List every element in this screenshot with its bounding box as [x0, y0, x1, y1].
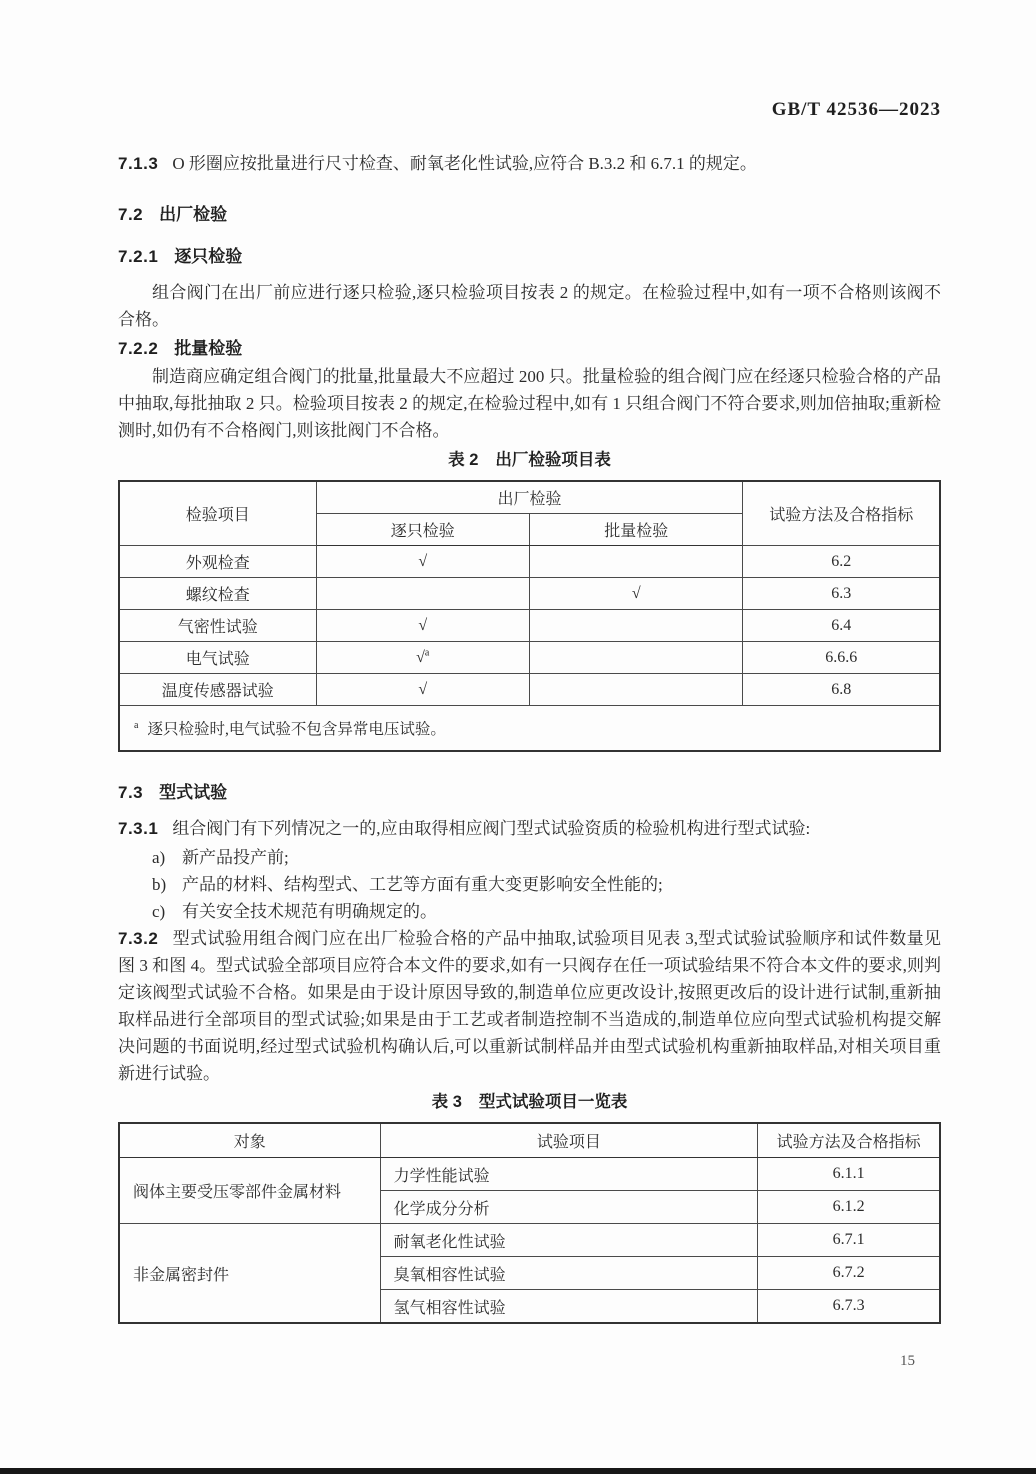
clause-7-3-1-list [118, 844, 941, 925]
clause-text: O 形圈应按批量进行尺寸检查、耐氧老化性试验,应符合 B.3.2 和 6.7.1 的规定。 [172, 154, 757, 173]
item-cell: 螺纹检查 [119, 578, 316, 610]
clause-number: 7.2.1 [118, 247, 159, 266]
method-cell: 6.7.1 [758, 1224, 940, 1257]
each-check-cell [316, 546, 529, 578]
paragraph-7-2-1: 组合阀门在出厂前应进行逐只检验,逐只检验项目按表 2 的规定。在检验过程中,如有一项不合格则该阀不合格。 [118, 283, 941, 329]
table3-caption-label: 表 3 [431, 1093, 462, 1111]
each-check-cell [316, 674, 529, 706]
table-factory-inspection [118, 480, 941, 752]
standard-number-header: GB/T 42536—2023 [771, 99, 941, 120]
clause-number: 7.1.3 [118, 154, 159, 173]
table2-col-each: 逐只检验 [316, 514, 529, 546]
method-cell: 6.8 [743, 674, 940, 706]
clause-number: 7.2.2 [118, 339, 159, 358]
clause-number: 7.2 [118, 205, 144, 224]
table-row [119, 674, 940, 706]
table-row [119, 642, 940, 674]
list-text: 有关安全技术规范有明确规定的。 [182, 902, 437, 921]
clause-7-3-1 [118, 815, 941, 842]
table2-col-batch: 批量检验 [529, 514, 742, 546]
heading-7-2-2 [118, 336, 941, 362]
batch-check-cell [529, 642, 742, 674]
footnote-ref: a [424, 647, 430, 659]
item-cell: 臭氧相容性试验 [380, 1257, 758, 1290]
table-row [119, 578, 940, 610]
heading-7-2 [118, 202, 941, 228]
heading-7-2-1 [118, 244, 941, 270]
batch-check-cell [529, 546, 742, 578]
list-text: 新产品投产前; [182, 848, 289, 867]
page-number: 15 [900, 1353, 915, 1369]
table2-col-method: 试验方法及合格指标 [743, 481, 940, 546]
item-cell: 力学性能试验 [380, 1158, 758, 1191]
check-mark: √ [418, 552, 428, 570]
table2-header-row-1 [119, 481, 940, 514]
batch-check-cell [529, 674, 742, 706]
heading-7-3 [118, 780, 941, 806]
table-row [119, 1158, 940, 1191]
list-marker: b) [152, 875, 167, 894]
item-cell: 耐氧老化性试验 [380, 1224, 758, 1257]
object-cell: 阀体主要受压零部件金属材料 [119, 1158, 380, 1224]
footnote-marker: a [134, 719, 139, 731]
each-check-cell [316, 642, 529, 674]
table2-caption [118, 448, 941, 472]
item-cell: 化学成分分析 [380, 1191, 758, 1224]
table-row [119, 610, 940, 642]
list-marker: c) [152, 902, 166, 921]
footnote-text: 逐只检验时,电气试验不包含异常电压试验。 [147, 721, 446, 738]
item-cell: 温度传感器试验 [119, 674, 316, 706]
list-item [118, 844, 941, 871]
item-cell: 气密性试验 [119, 610, 316, 642]
clause-number: 7.3 [118, 783, 144, 802]
table3-header-row [119, 1123, 940, 1158]
clause-text: 组合阀门有下列情况之一的,应由取得相应阀门型式试验资质的检验机构进行型式试验: [172, 819, 811, 838]
check-mark: √ [416, 648, 425, 666]
clause-7-3-2 [118, 925, 941, 1087]
heading-title: 型式试验 [159, 783, 228, 802]
table-row [119, 1224, 940, 1257]
heading-title: 批量检验 [174, 339, 243, 358]
table2-col-item: 检验项目 [119, 481, 316, 546]
method-cell: 6.2 [743, 546, 940, 578]
each-check-cell [316, 610, 529, 642]
check-mark: √ [418, 680, 428, 698]
table3-col-item: 试验项目 [380, 1123, 758, 1158]
item-cell: 电气试验 [119, 642, 316, 674]
list-marker: a) [152, 848, 166, 867]
method-cell: 6.1.1 [758, 1158, 940, 1191]
scan-edge-bottom [0, 1468, 1036, 1474]
item-cell: 氢气相容性试验 [380, 1290, 758, 1324]
object-cell: 非金属密封件 [119, 1224, 380, 1324]
table3-caption [118, 1090, 941, 1114]
table2-caption-title: 出厂检验项目表 [495, 451, 611, 469]
table-row [119, 546, 940, 578]
paragraph-7-2-2: 制造商应确定组合阀门的批量,批量最大不应超过 200 只。批量检验的组合阀门应在经逐只检验合格的产品中抽取,每批抽取 2 只。检验项目按表 2 的规定,在检验过程中,如有 1 只组合阀门不符合要求,则加倍抽取;重新检测时,如仍有不合格阀门,则该批阀门不合格。 [118, 367, 941, 440]
table2-col-factory: 出厂检验 [316, 481, 743, 514]
method-cell: 6.3 [743, 578, 940, 610]
heading-title: 逐只检验 [174, 247, 243, 266]
list-item [118, 871, 941, 898]
table3-col-object: 对象 [119, 1123, 380, 1158]
table2-footnote-row [119, 706, 940, 752]
table3-caption-title: 型式试验项目一览表 [478, 1093, 628, 1111]
list-item [118, 898, 941, 925]
method-cell: 6.1.2 [758, 1191, 940, 1224]
table2-caption-label: 表 2 [448, 451, 479, 469]
batch-check-cell [529, 578, 742, 610]
list-text: 产品的材料、结构型式、工艺等方面有重大变更影响安全性能的; [182, 875, 663, 894]
table2-footnote [119, 706, 940, 752]
clause-number: 7.3.1 [118, 819, 159, 838]
page-content [118, 0, 941, 1324]
check-mark: √ [418, 616, 428, 634]
check-mark: √ [631, 584, 641, 602]
clause-7-1-3 [118, 150, 941, 177]
heading-title: 出厂检验 [159, 205, 228, 224]
table-type-test [118, 1122, 941, 1324]
each-check-cell [316, 578, 529, 610]
batch-check-cell [529, 610, 742, 642]
method-cell: 6.4 [743, 610, 940, 642]
item-cell: 外观检查 [119, 546, 316, 578]
clause-number: 7.3.2 [118, 929, 159, 948]
clause-text: 型式试验用组合阀门应在出厂检验合格的产品中抽取,试验项目见表 3,型式试验试验顺序和试件数量见图 3 和图 4。型式试验全部项目应符合本文件的要求,如有一只阀存在任一项试验结果不符合本文件的要求,则判定该阀型式试验不合格。如果是由于设计原因导致的,制造单位应更改设计,按照更改后的设计进行试制,重新抽取样品进行全部项目的型式试验;如果是由于工艺或者制造控制不当造成的,制造单位应向型式试验机构提交解决问题的书面说明,经过型式试验机构确认后,可以重新试制样品并由型式试验机构重新抽取样品,对相关项目重新进行试验。 [118, 929, 941, 1083]
method-cell: 6.7.2 [758, 1257, 940, 1290]
method-cell: 6.7.3 [758, 1290, 940, 1324]
method-cell: 6.6.6 [743, 642, 940, 674]
table3-col-method: 试验方法及合格指标 [758, 1123, 940, 1158]
